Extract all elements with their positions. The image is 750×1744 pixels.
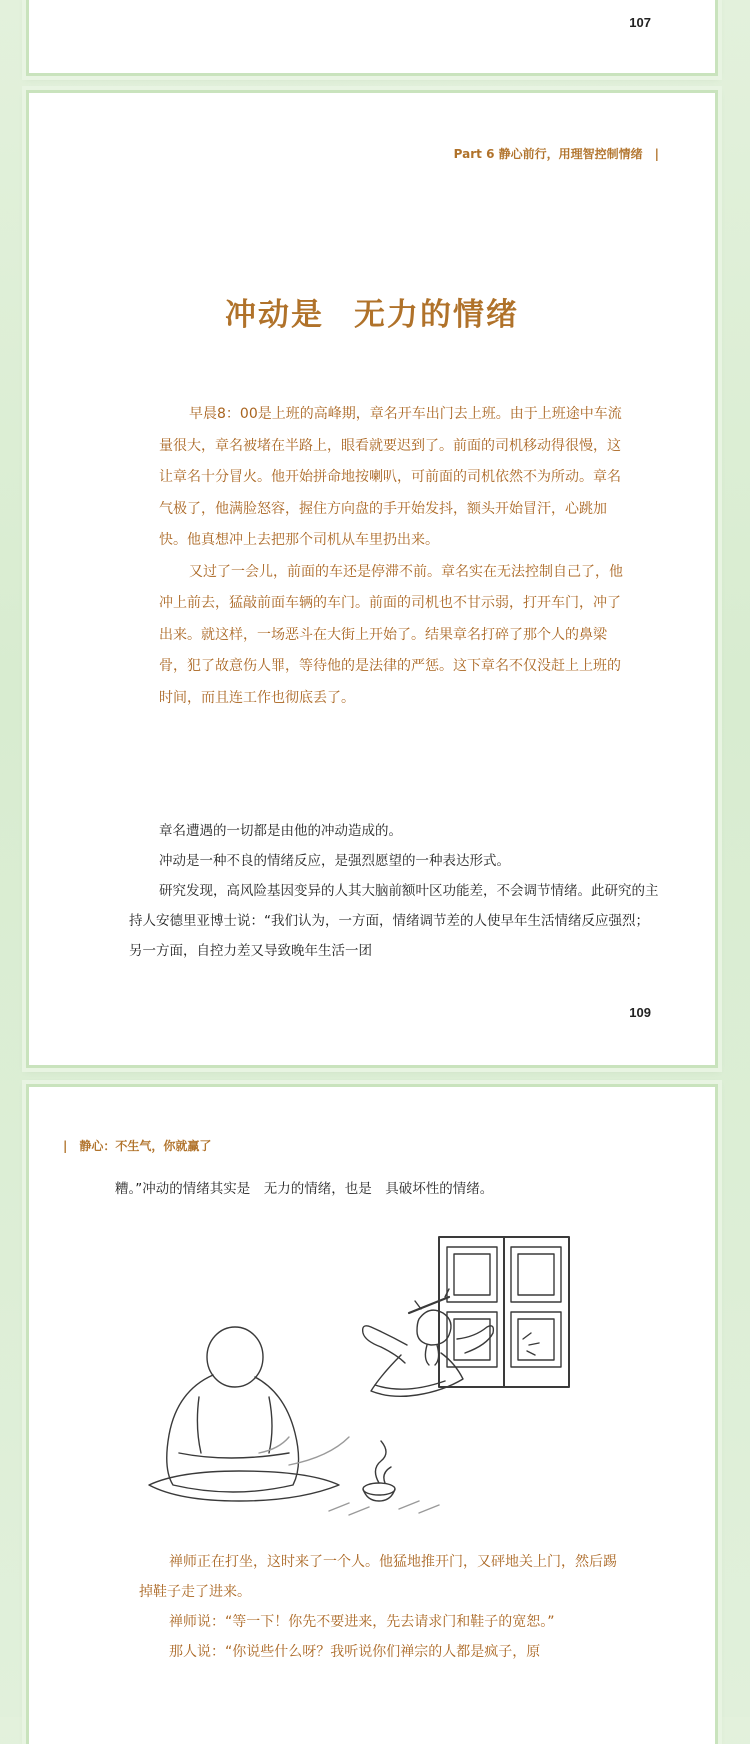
- page-number: 107: [629, 15, 651, 30]
- chapter-title-part2: 无力的情绪: [354, 297, 519, 333]
- story-text: [159, 399, 631, 714]
- body-paragraph: 研究发现，高风险基因变异的人其大脑前额叶区功能差，不会调节情绪。此研究的主持人安德里亚博士说：“我们认为，一方面，情绪调节差的人使早年生活情绪反应强烈；另一方面，自控力差又导致晚年生活一团: [129, 883, 659, 959]
- page-107: [26, 0, 718, 76]
- story-paragraph: 禅师正在打坐，这时来了一个人。他猛地推开门，又砰地关上门，然后踢掉鞋子走了进来。: [139, 1554, 617, 1600]
- body-text: [129, 816, 659, 966]
- story-paragraph: 禅师说：“等一下！你先不要进来，先去请求门和鞋子的宽恕。”: [169, 1614, 555, 1630]
- page-number: 109: [629, 1005, 651, 1020]
- chapter-title: [29, 289, 715, 334]
- story-paragraph: 早晨8：00是上班的高峰期，章名开车出门去上班。由于上班途中车流量很大，章名被堵在半路上，眼看就要迟到了。前面的司机移动得很慢，这让章名十分冒火。他开始拼命地按喇叭，可前面的司机依然不为所动。章名气极了，他满脸怒容，握住方向盘的手开始发抖，额头开始冒汗，心跳加快。他真想冲上去把那个司机从车里扔出来。: [159, 406, 622, 548]
- running-head: [63, 1137, 211, 1154]
- body-paragraph: 章名遭遇的一切都是由他的冲动造成的。: [159, 823, 402, 839]
- chapter-title-part1: 冲动是: [225, 297, 324, 333]
- running-head-bar: |: [654, 147, 659, 161]
- running-head-text: Part 6 静心前行，用理智控制情绪: [453, 147, 643, 161]
- running-head-text: 静心：不生气，你就赢了: [79, 1139, 212, 1153]
- story-text: [139, 1547, 617, 1667]
- body-paragraph: 冲动是一种不良的情绪反应，是强烈愿望的一种表达形式。: [159, 853, 510, 869]
- story-paragraph: 那人说：“你说些什么呀？我听说你们禅宗的人都是疯子，原: [169, 1644, 541, 1660]
- story-paragraph: 又过了一会儿，前面的车还是停滞不前。章名实在无法控制自己了，他冲上前去，猛敲前面车辆的车门。前面的司机也不甘示弱，打开车门，冲了出来。就这样，一场恶斗在大街上开始了。结果章名打碎了那个人的鼻梁骨，犯了故意伤人罪，等待他的是法律的严惩。这下章名不仅没赶上上班的时间，而且连工作也彻底丢了。: [159, 563, 623, 706]
- page-109: [26, 90, 718, 1068]
- continuation-text: 糟。”冲动的情绪其实是 无力的情绪，也是 具破坏性的情绪。: [115, 1181, 494, 1197]
- zen-master-illustration: [139, 1227, 639, 1517]
- page-110: [26, 1084, 718, 1744]
- running-head-bar: |: [63, 1139, 68, 1153]
- running-head: [454, 145, 659, 162]
